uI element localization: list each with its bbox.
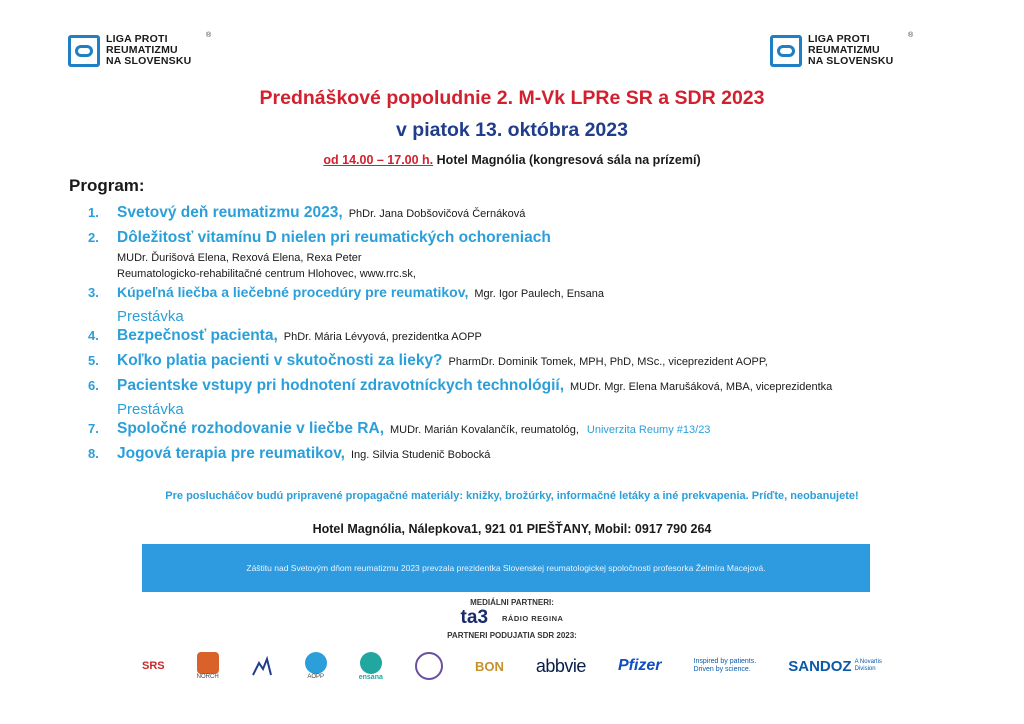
item-number: 6. <box>88 378 99 393</box>
media-partners-label: MEDIÁLNI PARTNERI: <box>470 598 554 607</box>
patronage-banner: Záštitu nad Svetovým dňom reumatizmu 2023 prevzala prezidentka Slovenskej reumatologickej spoločnosti profesorka Želmíra Macejová. <box>142 544 870 592</box>
ta3-logo: ta3 <box>460 607 489 628</box>
item-number: 4. <box>88 328 99 343</box>
item-speaker: PhDr. Jana Dobšovičová Černáková <box>348 208 526 220</box>
aopp-logo <box>305 652 327 680</box>
logo-line1: LIGA PROTI <box>808 33 870 45</box>
logo-line2: REUMATIZMU <box>106 44 178 56</box>
abbvie-logo: abbvie <box>535 655 586 676</box>
sandoz-sub2: Division <box>854 666 876 672</box>
event-partners-label: PARTNERI PODUJATIA SDR 2023: <box>447 631 577 640</box>
hotel-seal-logo <box>415 652 443 680</box>
program-item-7 <box>88 420 988 445</box>
event-venue-line <box>0 153 1024 167</box>
aopp-logo-text: AOPP <box>307 674 325 680</box>
ensana-logo <box>359 652 383 681</box>
program-heading: Program: <box>69 176 145 195</box>
item-title: Spoločné rozhodovanie v liečbe RA, <box>117 420 384 437</box>
registered-mark: ® <box>206 32 212 39</box>
liga-logo-icon <box>770 35 802 67</box>
item-speaker: PhDr. Mária Lévyová, prezidentka AOPP <box>283 331 482 343</box>
item-2-institution: Reumatologicko-rehabilitačné centrum Hlohovec, www.rrc.sk, <box>117 268 416 280</box>
liga-logo-icon <box>68 35 100 67</box>
event-date: v piatok 13. októbra 2023 <box>396 119 628 141</box>
event-time: od 14.00 – 17.00 h. <box>323 153 434 167</box>
ensana-logo-text: ensana <box>358 673 383 681</box>
item-title: Kúpeľná liečba a liečebné procedúry pre reumatikov, <box>117 284 469 300</box>
sandoz-sub1: A Novartis <box>854 659 882 665</box>
srs-logo-text: SRS <box>142 660 165 672</box>
program-list <box>88 204 988 470</box>
break-1: Prestávka <box>117 308 184 325</box>
registered-mark: ® <box>908 32 914 39</box>
sandoz-logo <box>788 658 882 675</box>
item-title: Pacientske vstupy pri hodnotení zdravotníckych technológií, <box>117 377 565 394</box>
event-partners-row <box>142 644 882 688</box>
runner-icon <box>251 655 273 677</box>
pfizer-logo: Pfizer <box>617 657 662 674</box>
inspired-line1: Inspired by patients. <box>693 658 757 665</box>
radio-regina-logo: RÁDIO REGINA <box>502 613 564 623</box>
logo-liga-left <box>68 32 212 67</box>
hotel-address: Hotel Magnólia, Nálepkova1, 921 01 PIEŠŤANY, Mobil: 0917 790 264 <box>312 522 712 536</box>
item-number: 1. <box>88 205 99 220</box>
sandoz-logo-text: SANDOZ <box>788 657 852 675</box>
program-item-3 <box>88 284 988 306</box>
norch-logo-text: NORCH <box>196 674 219 680</box>
item-title: Svetový deň reumatizmu 2023, <box>117 204 343 221</box>
logo-line3: NA SLOVENSKU <box>106 55 192 67</box>
program-item-5 <box>88 352 988 377</box>
event-title: Prednáškové popoludnie 2. M-Vk LPRe SR a SDR 2023 <box>259 87 765 109</box>
item-title: Koľko platia pacienti v skutočnosti za lieky? <box>117 352 443 369</box>
logo-line3: NA SLOVENSKU <box>808 55 894 67</box>
program-item-2 <box>88 229 988 250</box>
item-speaker: MUDr. Mgr. Elena Marušáková, MBA, viceprezidentka <box>570 381 833 393</box>
item-title: Jogová terapia pre reumatikov, <box>117 445 345 462</box>
sandoz-sub <box>855 659 882 673</box>
inspired-line2: Driven by science. <box>693 666 751 673</box>
promo-text: Pre poslucháčov budú pripravené propagačné materiály: knižky, brožúrky, informačné letáky a iné prekvapenia. Príďte, neobanujete! <box>165 490 859 502</box>
item-speaker: PharmDr. Dominik Tomek, MPH, PhD, MSc., viceprezident AOPP, <box>448 356 768 368</box>
item-number: 3. <box>88 285 99 300</box>
program-item-6 <box>88 377 988 399</box>
break-2: Prestávka <box>117 401 184 418</box>
item-speaker: Mgr. Igor Paulech, Ensana <box>474 288 605 300</box>
norch-logo <box>197 652 219 680</box>
item-title: Bezpečnosť pacienta, <box>117 327 278 344</box>
item-speaker: MUDr. Marián Kovalančík, reumatológ, <box>390 424 579 436</box>
runner-logo <box>251 655 273 677</box>
item-title: Dôležitosť vitamínu D nielen pri reumatických ochoreniach <box>117 229 551 246</box>
item-number: 8. <box>88 446 99 461</box>
logo-text <box>808 34 893 67</box>
logo-text <box>106 34 191 67</box>
item-number: 5. <box>88 353 99 368</box>
item-2-speakers: MUDr. Ďurišová Elena, Rexová Elena, Rexa Peter <box>117 252 362 264</box>
item-number: 7. <box>88 421 99 436</box>
srs-logo <box>142 660 165 672</box>
program-item-8 <box>88 445 988 470</box>
logo-line2: REUMATIZMU <box>808 44 880 56</box>
logo-liga-right <box>770 32 914 67</box>
item-number: 2. <box>88 230 99 245</box>
program-item-4 <box>88 327 988 352</box>
ensana-icon <box>360 652 382 674</box>
program-item-1 <box>88 204 988 229</box>
item-extra: Univerzita Reumy #13/23 <box>586 424 711 436</box>
logo-line1: LIGA PROTI <box>106 33 168 45</box>
aopp-icon <box>305 652 327 674</box>
media-partners-row <box>0 607 1024 629</box>
item-speaker: Ing. Silvia Studenič Bobocká <box>351 449 491 461</box>
bon-logo-text: BON <box>474 658 504 674</box>
seal-icon <box>415 652 443 680</box>
event-venue: Hotel Magnólia (kongresová sála na prízemí) <box>436 153 701 167</box>
inspired-logo <box>694 658 757 674</box>
bon-logo <box>475 659 504 674</box>
hands-icon <box>197 652 219 674</box>
